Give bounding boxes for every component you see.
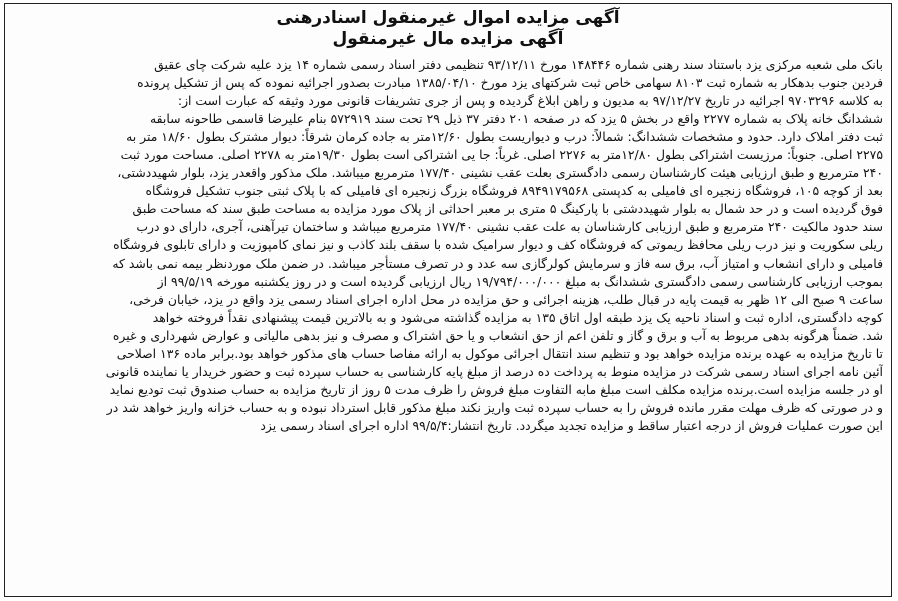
notice-line: او در جلسه مزایده است.برنده مزایده مکلف است مبلغ مابه التفاوت مبلغ فروش را ظرف مدت ۵ روز از تاریخ مزایده به حساب صندوق ثبت تودیع نماید [109, 381, 883, 397]
notice-line: کوچه دادگستری، اداره ثبت و اسناد ناحیه یک یزد طبقه اول اتاق ۱۳۵ به مزایده گذاشته می‌شود و به بالاترین قیمت پیشنهادی نقداً فروخته خواهد [152, 309, 883, 325]
notice-line: فردین جنوب بدهکار به شماره ثبت ۸۱۰۳ سهامی خاص ثبت شرکتهای یزد مورخ ۱۳۸۵/۰۴/۱۰ مبادرت بصدور اجرائیه نموده که پس از تشکیل پرونده [137, 75, 883, 91]
notice-line: سند حدود مالکیت ۲۴۰ مترمربع و طبق ارزیابی کارشناسان به علت عقب نشینی ۱۷۷/۴۰ مترمربع میباشد و ساختمان تیرآهنی، آجری، دارای دو درب [136, 219, 883, 235]
notice-line: و در صورتی که ظرف مهلت مقرر مانده فروش را به حساب سپرده ثبت واریز نکند مبلغ مذکور قابل استرداد نبوده و به حساب خزانه واریز خواهد شد در [106, 399, 883, 415]
notice-line: ششدانگ خانه پلاک به شماره ۲۲۷۷ واقع در بخش ۵ یزد که در صفحه ۲۰۱ دفتر ۳۷ ذیل ۲۹ تحت سند ۵۷۲۹۱۹ بنام علیرضا قاسمی طاحونه سابقه [150, 111, 883, 127]
notice-frame [4, 3, 892, 597]
notice-line: بانک ملی شعبه مرکزی یزد باستناد سند رهنی شماره ۱۴۸۴۴۶ مورخ ۹۳/۱۲/۱۱ تنظیمی دفتر اسناد رسمی شماره ۱۴ یزد علیه شرکت چای عقیق [154, 57, 883, 72]
notice-line: بعد از کوچه ۱۰۵، فروشگاه زنجیره ای فامیلی به کدپستی ۸۹۴۹۱۷۹۵۶۸ فروشگاه بزرگ زنجیره ای فامیلی که با پلاک ثبتی جنوب تشکیل فروشگاه [145, 183, 883, 199]
notice-line: ثبت دفتر املاک دارد. حدود و مشخصات ششدانگ: شمالاً: درب و دیواریست بطول ۱۲/۶۰متر به جاده کرمان شرقاً: دیوار مشترک بطول ۱۸/۶۰ متر به [126, 129, 883, 145]
notice-line: به کلاسه ۹۷۰۳۲۹۶ اجرائیه در تاریخ ۹۷/۱۲/۲۷ به مدیون و راهن ابلاغ گردیده و پس از جری تشریفات قانونی مورد وثیقه که عبارت است از: [177, 93, 883, 109]
notice-line: ساعت ۹ صبح الی ۱۲ ظهر به قیمت پایه در قبال طلب، هزینه اجرائی و حق مزایده در محل اداره اجرای اسناد رسمی یزد واقع در یزد، خیابان فرخی، [129, 291, 883, 307]
notice-title: آگهی مزایده اموال غیرمنقول اسنادرهنی [276, 8, 620, 28]
notice-line: این صورت عملیات فروش از درجه اعتبار ساقط و مزایده تجدید میگردد. تاریخ انتشار:۹۹/۵/۴ اداره اجرای اسناد رسمی یزد [260, 417, 883, 433]
notice-line: شد. ضمناً هرگونه بدهی مربوط به آب و برق و گاز و تلفن اعم از حق انشعاب و یا حق اشتراک و مصرف و نیز بدهی مالیاتی و عوارض شهرداری و غیره [112, 327, 883, 343]
notice-line: فوق گردیده است و در حد شمال به بلوار شهیددشتی با پارکینگ ۵ متری بر معبر احداثی از پلاک مورد مزایده به مساحت طبق سند که مساحت طبق [132, 201, 883, 217]
notice-body [13, 56, 883, 435]
notice-line: آئین نامه اجرای اسناد رسمی شرکت در مزایده منوط به پرداخت ده درصد از مبلغ پایه کارشناسی به حساب سپرده ثبت و حضور خریدار یا نماینده قانونی [105, 363, 883, 379]
notice-line: ۲۴۰ مترمربع و طبق ارزیابی هیئت کارشناسان رسمی دادگستری بعلت عقب نشینی ۱۷۷/۴۰ مترمربع میباشد. ملک مذکور واقعدر یزد، بلوار شهیددشتی، [117, 165, 883, 181]
notice-line: فامیلی و دارای انشعاب و امتیاز آب، برق سه فاز و سرمایش کولرگازی سه عدد و در تصرف مستأجر میباشد. در ضمن ملک موردنظر بیمه نمی باشد که [112, 255, 883, 271]
notice-header [5, 8, 891, 50]
notice-line: تا تاریخ مزایده به عهده برنده مزایده خواهد بود و تنظیم سند انتقال اجرائی موکول به ارائه مفاصا حساب های مذکور خواهد بود.برابر ماده ۱۳۶ اصلاحی [116, 345, 883, 361]
notice-line: ۲۲۷۵ اصلی. جنوباً: مرزیست اشتراکی بطول ۱۲/۸۰متر به ۲۲۷۶ اصلی. غرباً: جا یی اشتراکی است بطول ۱۹/۳۰متر به ۲۲۷۸ اصلی. مساحت مورد ثبت [120, 147, 883, 163]
notice-line: ریلی سکوریت و نیز درب ریلی محافظ ریموتی که فروشگاه کف و دیوار سرامیک شده با سقف بلند کاذب و نیز نمای کامپوزیت و دارای تابلوی فروشگاه [113, 237, 883, 253]
notice-line: بموجب ارزیابی کارشناسی رسمی دادگستری ششدانگ به مبلغ ۱۹/۷۹۴/۰۰۰/۰۰۰ ریال ارزیابی گردیده است و در روز یکشنبه مورخه ۹۹/۵/۱۹ از [157, 273, 883, 289]
notice-subtitle: آگهی مزایده مال غیرمنقول [332, 29, 564, 49]
